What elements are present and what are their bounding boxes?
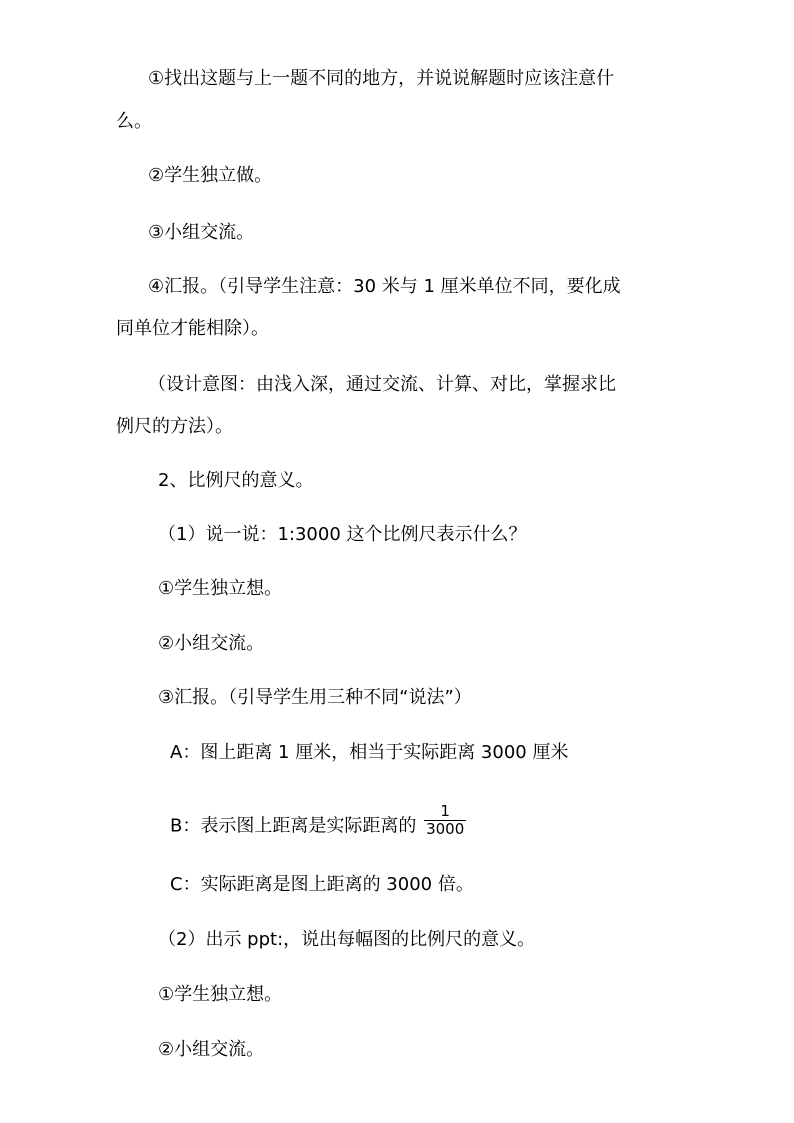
paragraph-line: ①找出这题与上一题不同的地方，并说说解题时应该注意什: [148, 68, 615, 89]
paragraph-line: （1）说一说：1:3000 这个比例尺表示什么？: [158, 524, 527, 545]
paragraph-line: ④汇报。（引导学生注意：30 米与 1 厘米单位不同，要化成: [148, 276, 621, 297]
paragraph-line: ③汇报。（引导学生用三种不同“说法”）: [158, 687, 472, 708]
paragraph-line: ③小组交流。: [148, 222, 255, 243]
fraction-denominator: 3000: [426, 820, 465, 838]
paragraph-line: ①学生独立想。: [158, 984, 283, 1005]
paragraph-line: A：图上距离 1 厘米，相当于实际距离 3000 厘米: [170, 742, 569, 763]
paragraph-line: 例尺的方法）。: [116, 416, 233, 437]
paragraph-line: ①学生独立想。: [158, 578, 283, 599]
fraction: [424, 803, 466, 838]
paragraph-line: （2）出示 ppt:，说出每幅图的比例尺的意义。: [158, 929, 536, 950]
section-heading: 2、比例尺的意义。: [158, 470, 314, 491]
paragraph-line: ②小组交流。: [158, 633, 265, 654]
fraction-line-text: B：表示图上距离是实际距离的: [170, 815, 417, 837]
paragraph-line: C：实际距离是图上距离的 3000 倍。: [170, 874, 474, 895]
fraction-numerator: 1: [440, 802, 450, 820]
paragraph-line: 同单位才能相除）。: [116, 318, 269, 339]
fraction-line: [170, 802, 466, 838]
paragraph-line: ②学生独立做。: [148, 165, 273, 186]
paragraph-line: ②小组交流。: [158, 1039, 265, 1060]
paragraph-line: 么。: [116, 111, 152, 132]
paragraph-line: （设计意图：由浅入深，通过交流、计算、对比，掌握求比: [148, 374, 616, 395]
